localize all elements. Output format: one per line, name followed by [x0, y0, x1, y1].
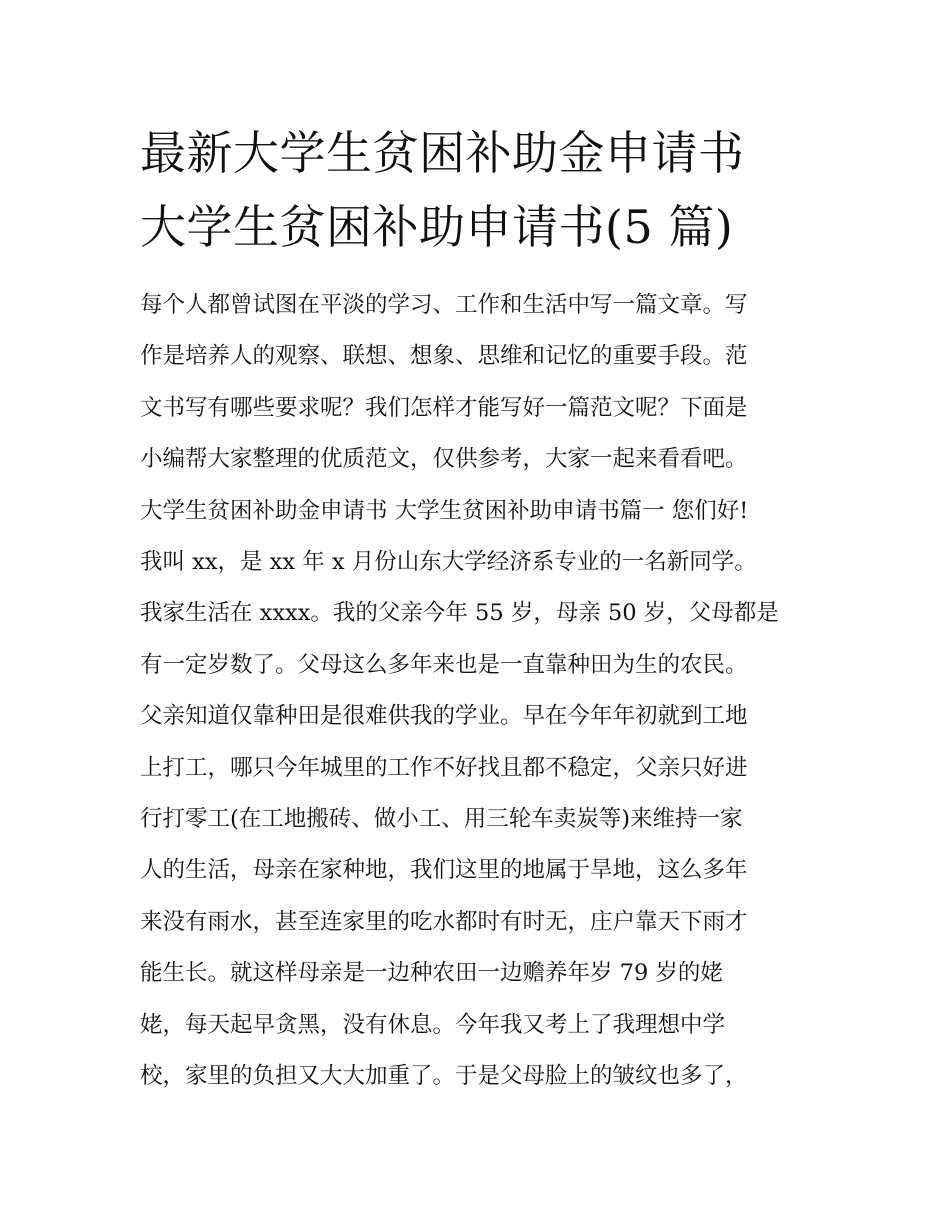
- body-line: 来没有雨水，甚至连家里的吃水都时有时无，庄户靠天下雨才: [140, 908, 748, 935]
- body-line: 每个人都曾试图在平淡的学习、工作和生活中写一篇文章。写: [140, 292, 748, 318]
- body-line: 文书写有哪些要求呢？我们怎样才能写好一篇范文呢？下面是: [140, 394, 748, 421]
- body-line: 能生长。就这样母亲是一边种农田一边赡养年岁 79 岁的姥: [140, 960, 723, 987]
- body-line: 我家生活在 xxxx。我的父亲今年 55 岁，母亲 50 岁，父母都是: [140, 600, 779, 627]
- body-line: 行打零工(在工地搬砖、做小工、用三轮车卖炭等)来维持一家: [140, 806, 743, 833]
- document-title: [140, 116, 820, 264]
- body-line: 人的生活，母亲在家种地，我们这里的地属于旱地，这么多年: [140, 857, 748, 884]
- body-line: 上打工，哪只今年城里的工作不好找且都不稳定，父亲只好进: [140, 754, 748, 781]
- body-line: 我叫 xx，是 xx 年 x 月份山东大学经济系专业的一名新同学。: [140, 549, 757, 576]
- document-body: [140, 280, 830, 1103]
- body-line: 校，家里的负担又大大加重了。于是父母脸上的皱纹也多了，: [140, 1063, 748, 1090]
- title-line-2: 大学生贫困补助申请书(5 篇): [140, 200, 734, 254]
- body-line: 作是培养人的观察、联想、想象、思维和记忆的重要手段。范: [140, 343, 748, 370]
- body-line: 姥，每天起早贪黑，没有休息。今年我又考上了我理想中学: [140, 1011, 726, 1038]
- body-line: 小编帮大家整理的优质范文，仅供参考，大家一起来看看吧。: [140, 446, 748, 473]
- body-line: 有一定岁数了。父母这么多年来也是一直靠种田为生的农民。: [140, 651, 748, 678]
- body-line: 大学生贫困补助金申请书 大学生贫困补助申请书篇一 您们好!: [140, 497, 749, 524]
- title-line-1: 最新大学生贫困补助金申请书: [140, 126, 745, 180]
- body-line: 父亲知道仅靠种田是很难供我的学业。早在今年年初就到工地: [140, 703, 748, 730]
